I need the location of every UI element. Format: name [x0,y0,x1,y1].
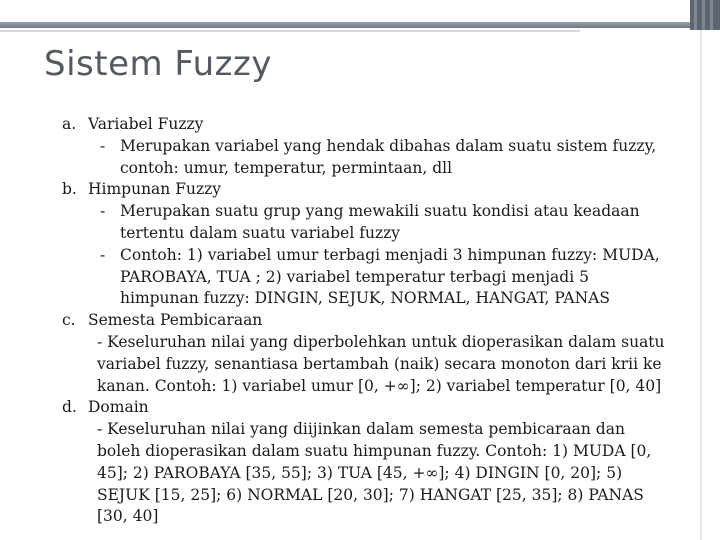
bullet-line: PAROBAYA, TUA ; 2) variabel temperatur terbagi menjadi 5 [120,267,589,286]
bullet-dash: - [100,245,106,264]
title-underline [0,30,580,32]
description-block [62,332,682,397]
bullet-line: Merupakan suatu grup yang mewakili suatu kondisi atau keadaan [120,202,640,221]
list-marker: d. [62,398,77,417]
description-line: SEJUK [15, 25]; 6) NORMAL [20, 30]; 7) HANGAT [25, 35]; 8) PANAS [97,485,644,504]
bullet-line: tertentu dalam suatu variabel fuzzy [120,223,401,242]
description-block [62,419,682,528]
list-heading: Himpunan Fuzzy [88,180,222,199]
corner-stripe [694,0,697,30]
corner-decoration [690,0,720,30]
description-line: - Keseluruhan nilai yang diijinkan dalam semesta pembicaraan dan [97,420,625,439]
corner-stripe [702,0,705,30]
list-heading: Variabel Fuzzy [88,115,204,133]
list-item-himpunan-fuzzy [62,179,682,201]
slide-title: Sistem Fuzzy [44,44,272,84]
bullet-line: himpunan fuzzy: DINGIN, SEJUK, NORMAL, HANGAT, PANAS [120,289,610,308]
list-item-variabel-fuzzy [62,114,682,136]
description-line: - Keseluruhan nilai yang diperbolehkan untuk dioperasikan dalam suatu [97,332,665,351]
slide-content [62,114,682,528]
header-rule [0,22,720,28]
bullet-line: Merupakan variabel yang hendak dibahas dalam suatu sistem fuzzy, [120,136,657,155]
list-marker: c. [62,311,76,330]
sub-bullet [62,245,682,310]
bullet-line: contoh: umur, temperatur, permintaan, dll [120,158,453,177]
sub-bullet [62,136,682,180]
description-line: kanan. Contoh: 1) variabel umur [0, +∞]; 2) variabel temperatur [0, 40] [97,376,662,395]
list-heading: Semesta Pembicaraan [88,311,263,330]
bullet-dash: - [100,202,106,221]
right-edge-line [700,30,702,540]
list-heading: Domain [88,398,149,417]
bullet-dash: - [100,136,106,155]
description-line: [30, 40] [97,507,159,526]
description-line: variabel fuzzy, senantiasa bertambah (naik) secara monoton dari krii ke [97,354,662,373]
description-line: 45]; 2) PAROBAYA [35, 55]; 3) TUA [45, +∞]; 4) DINGIN [0, 20]; 5) [97,463,623,482]
list-item-domain [62,397,682,419]
top-band [0,0,720,22]
list-item-semesta-pembicaraan [62,310,682,332]
corner-stripe [710,0,713,30]
sub-bullet [62,201,682,245]
list-marker: b. [62,180,77,199]
list-marker: a. [62,115,77,133]
description-line: boleh dioperasikan dalam suatu himpunan fuzzy. Contoh: 1) MUDA [0, [97,441,652,460]
bullet-line: Contoh: 1) variabel umur terbagi menjadi 3 himpunan fuzzy: MUDA, [120,245,660,264]
